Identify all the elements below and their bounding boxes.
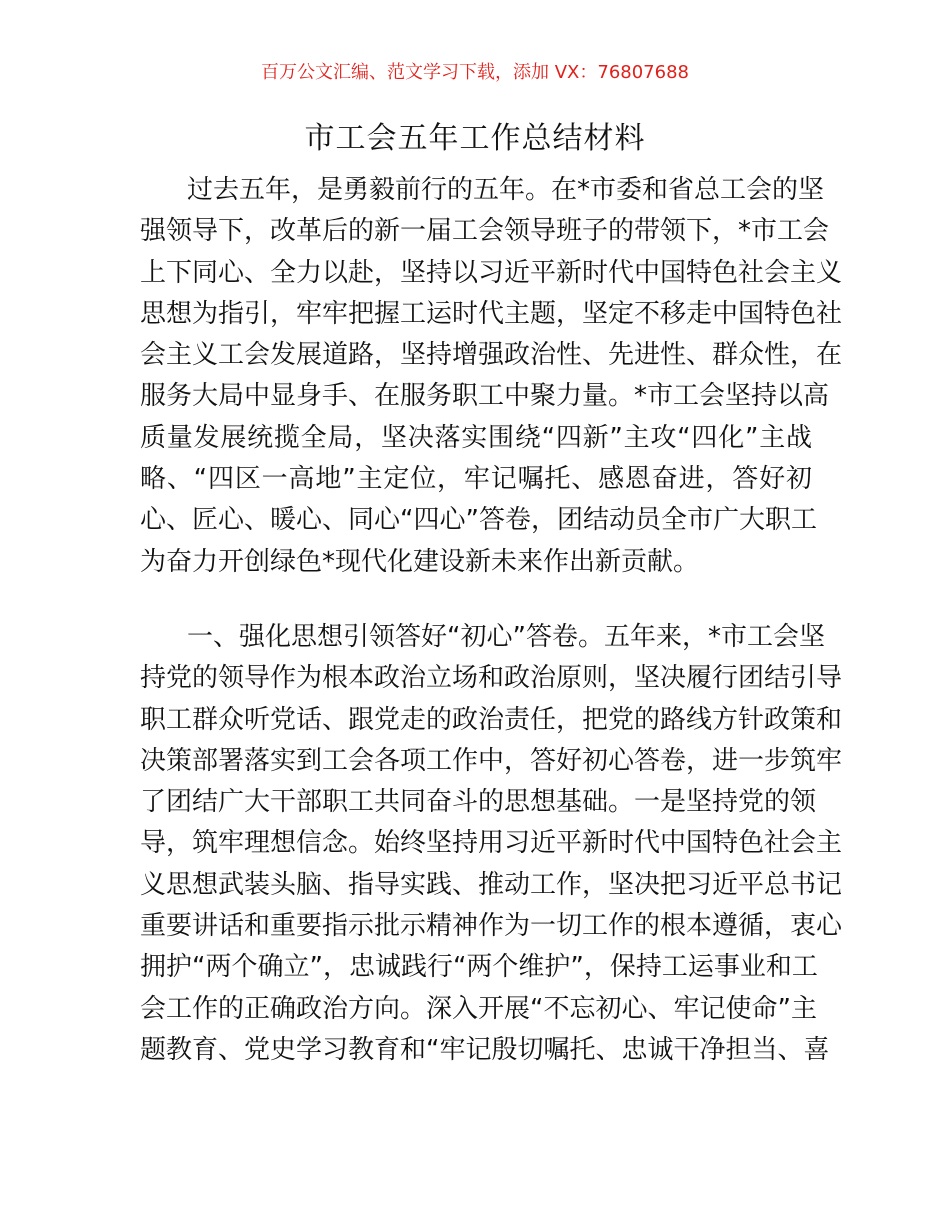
paragraph-section-one	[140, 617, 843, 1071]
paragraph-intro	[140, 170, 843, 583]
text-line: 了团结广大干部职工共同奋斗的思想基础。一是坚持党的领	[140, 787, 817, 818]
text-line: 一、强化思想引领答好“初心”答卷。五年来，*市工会坚	[187, 622, 825, 652]
text-line: 心、匠心、暖心、同心“四心”答卷，团结动员全市广大职工	[140, 505, 817, 536]
text-line: 义思想武装头脑、指导实践、推动工作，坚决把习近平总书记	[140, 869, 843, 900]
text-line: 决策部署落实到工会各项工作中，答好初心答卷，进一步筑牢	[140, 745, 843, 776]
text-line: 职工群众听党话、跟党走的政治责任，把党的路线方针政策和	[140, 704, 843, 735]
text-line: 略、“四区一高地”主定位，牢记嘱托、感恩奋进，答好初	[140, 464, 812, 495]
text-line: 重要讲话和重要指示批示精神作为一切工作的根本遵循，衷心	[140, 911, 843, 942]
watermark-header: 百万公文汇编、范文学习下载，添加 VX：76807688	[261, 62, 689, 83]
text-line: 持党的领导作为根本政治立场和政治原则，坚决履行团结引导	[140, 663, 843, 694]
text-line: 强领导下，改革后的新一届工会领导班子的带领下，*市工会	[140, 216, 830, 247]
text-line: 上下同心、全力以赴，坚持以习近平新时代中国特色社会主义	[140, 257, 843, 288]
text-line: 拥护“两个确立”，忠诚践行“两个维护”，保持工运事业和工	[140, 952, 818, 983]
text-line: 质量发展统揽全局，坚决落实围绕“四新”主攻“四化”主战	[140, 422, 812, 453]
text-line: 会工作的正确政治方向。深入开展“不忘初心、牢记使命”主	[140, 993, 817, 1024]
text-line: 题教育、党史学习教育和“牢记殷切嘱托、忠诚干净担当、喜	[140, 1034, 830, 1065]
text-line: 为奋力开创绿色*现代化建设新未来作出新贡献。	[140, 546, 700, 577]
text-line: 思想为指引，牢牢把握工运时代主题，坚定不移走中国特色社	[140, 298, 843, 329]
text-line: 服务大局中显身手、在服务职工中聚力量。*市工会坚持以高	[140, 381, 830, 412]
document-title: 市工会五年工作总结材料	[304, 121, 646, 156]
text-line: 会主义工会发展道路，坚持增强政治性、先进性、群众性，在	[140, 340, 843, 371]
text-line: 过去五年，是勇毅前行的五年。在*市委和省总工会的坚	[187, 175, 825, 205]
text-line: 导，筑牢理想信念。始终坚持用习近平新时代中国特色社会主	[140, 828, 843, 859]
